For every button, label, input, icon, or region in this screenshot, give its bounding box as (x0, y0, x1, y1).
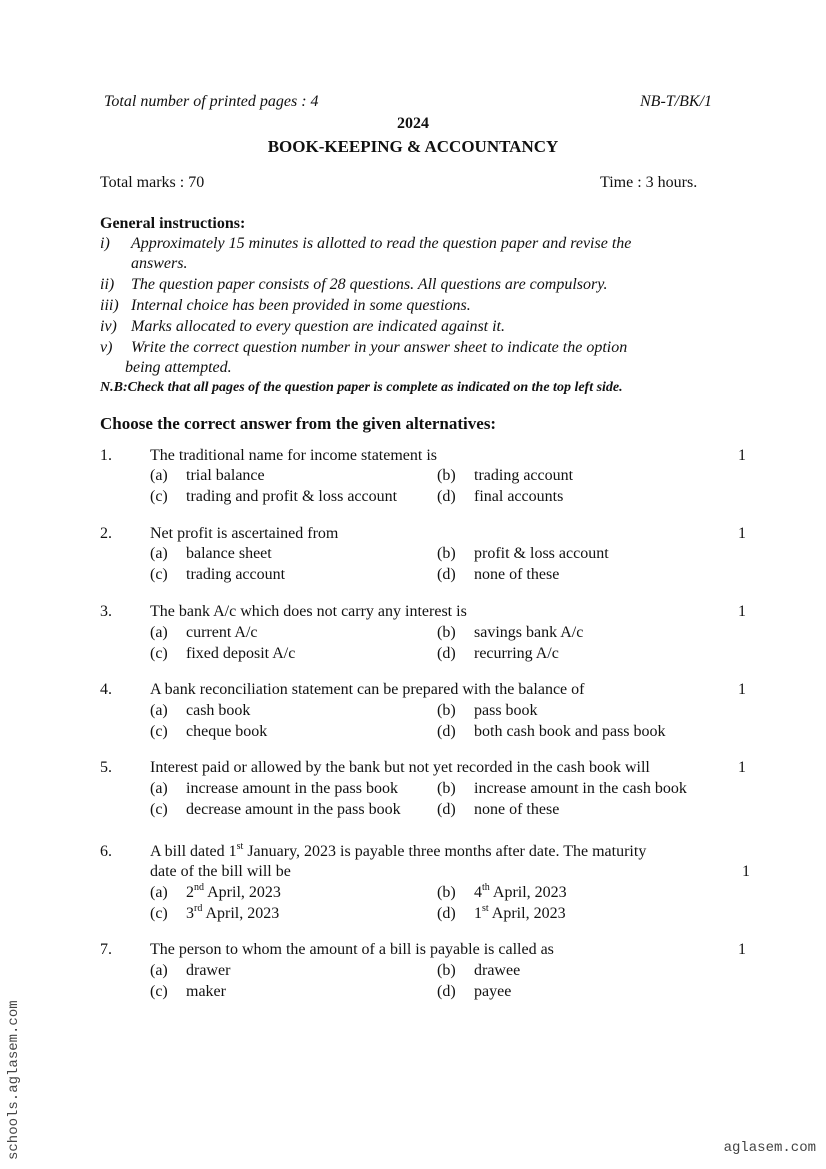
question-text: A bank reconciliation statement can be prepared with the balance of (150, 681, 585, 698)
instruction-num: iv) (100, 318, 117, 335)
option-label: (a) (150, 780, 168, 797)
option-text: decrease amount in the pass book (186, 801, 401, 818)
option-text: increase amount in the pass book (186, 780, 398, 797)
option-text: maker (186, 983, 226, 1000)
option-label: (a) (150, 702, 168, 719)
instruction-num: v) (100, 339, 113, 356)
option-text: balance sheet (186, 545, 272, 562)
printed-pages-note: Total number of printed pages : 4 (104, 93, 319, 110)
option-label: (c) (150, 905, 168, 922)
option-text: 1st April, 2023 (474, 902, 566, 922)
question-number: 3. (100, 603, 112, 620)
option-text: pass book (474, 702, 538, 719)
section-heading: Choose the correct answer from the given alternatives: (100, 414, 497, 433)
option-label: (a) (150, 884, 168, 901)
option-label: (d) (437, 905, 456, 922)
instructions-heading: General instructions: (100, 215, 246, 232)
option-text: 3rd April, 2023 (186, 902, 280, 922)
question-text: A bill dated 1st January, 2023 is payable three months after date. The maturity (150, 840, 647, 860)
instruction-text: The question paper consists of 28 questions. All questions are compulsory. (131, 276, 608, 293)
instruction-text-cont: being attempted. (125, 359, 232, 376)
option-label: (c) (150, 983, 168, 1000)
instruction-text: Approximately 15 minutes is allotted to read the question paper and revise the (131, 235, 632, 252)
question-number: 7. (100, 941, 112, 958)
question-marks: 1 (738, 603, 746, 620)
option-label: (b) (437, 780, 456, 797)
option-label: (a) (150, 624, 168, 641)
option-label: (c) (150, 566, 168, 583)
exam-year: 2024 (397, 115, 429, 132)
option-text: trading account (474, 467, 574, 484)
side-watermark: schools.aglasem.com (6, 1000, 22, 1160)
option-text: trial balance (186, 467, 265, 484)
question-marks: 1 (742, 863, 750, 880)
instruction-num: iii) (100, 297, 119, 314)
option-label: (b) (437, 884, 456, 901)
option-text: drawee (474, 962, 521, 979)
question-number: 1. (100, 447, 112, 464)
option-label: (b) (437, 702, 456, 719)
option-text: recurring A/c (474, 645, 559, 662)
option-text: savings bank A/c (474, 624, 584, 641)
option-text: cash book (186, 702, 251, 719)
instruction-text: Write the correct question number in your answer sheet to indicate the option (131, 339, 628, 356)
option-label: (c) (150, 723, 168, 740)
question-marks: 1 (738, 759, 746, 776)
option-label: (b) (437, 545, 456, 562)
instruction-num: i) (100, 235, 110, 252)
footer-watermark: aglasem.com (723, 1140, 816, 1156)
option-text: none of these (474, 566, 560, 583)
subject-title: BOOK-KEEPING & ACCOUNTANCY (267, 137, 559, 156)
option-label: (a) (150, 467, 168, 484)
option-label: (d) (437, 801, 456, 818)
option-label: (d) (437, 983, 456, 1000)
option-label: (d) (437, 645, 456, 662)
option-text: 2nd April, 2023 (186, 881, 281, 901)
option-text: fixed deposit A/c (186, 645, 296, 662)
option-label: (c) (150, 488, 168, 505)
option-text: trading and profit & loss account (186, 488, 398, 505)
question-text: Net profit is ascertained from (150, 525, 339, 542)
instruction-num: ii) (100, 276, 115, 293)
paper-code: NB-T/BK/1 (640, 93, 713, 110)
question-number: 4. (100, 681, 112, 698)
option-text: final accounts (474, 488, 564, 505)
option-text: profit & loss account (474, 545, 609, 562)
question-text-cont: date of the bill will be (150, 863, 291, 880)
option-label: (a) (150, 962, 168, 979)
question-text: The traditional name for income statement is (150, 447, 438, 464)
question-text: Interest paid or allowed by the bank but not yet recorded in the cash book will (150, 759, 650, 776)
question-marks: 1 (738, 447, 746, 464)
option-label: (a) (150, 545, 168, 562)
nb-note: N.B:Check that all pages of the question paper is complete as indicated on the top left side. (100, 380, 623, 395)
option-text: none of these (474, 801, 560, 818)
question-marks: 1 (738, 525, 746, 542)
option-label: (c) (150, 645, 168, 662)
question-number: 5. (100, 759, 112, 776)
question-number: 2. (100, 525, 112, 542)
option-label: (d) (437, 723, 456, 740)
question-text: The person to whom the amount of a bill is payable is called as (150, 941, 554, 958)
option-label: (d) (437, 566, 456, 583)
option-label: (c) (150, 801, 168, 818)
option-text: increase amount in the cash book (474, 780, 687, 797)
total-marks: Total marks : 70 (100, 174, 205, 191)
instruction-text: Marks allocated to every question are indicated against it. (131, 318, 505, 335)
question-text: The bank A/c which does not carry any interest is (150, 603, 467, 620)
time-allowed: Time : 3 hours. (600, 174, 698, 191)
option-text: payee (474, 983, 512, 1000)
option-label: (d) (437, 488, 456, 505)
option-label: (b) (437, 467, 456, 484)
option-text: trading account (186, 566, 286, 583)
option-text: both cash book and pass book (474, 723, 666, 740)
instruction-text-cont: answers. (131, 255, 188, 272)
option-label: (b) (437, 962, 456, 979)
question-marks: 1 (738, 681, 746, 698)
option-label: (b) (437, 624, 456, 641)
question-marks: 1 (738, 941, 746, 958)
instruction-text: Internal choice has been provided in some questions. (131, 297, 471, 314)
option-text: drawer (186, 962, 231, 979)
option-text: cheque book (186, 723, 268, 740)
option-text: current A/c (186, 624, 258, 641)
question-number: 6. (100, 843, 112, 860)
option-text: 4th April, 2023 (474, 881, 567, 901)
